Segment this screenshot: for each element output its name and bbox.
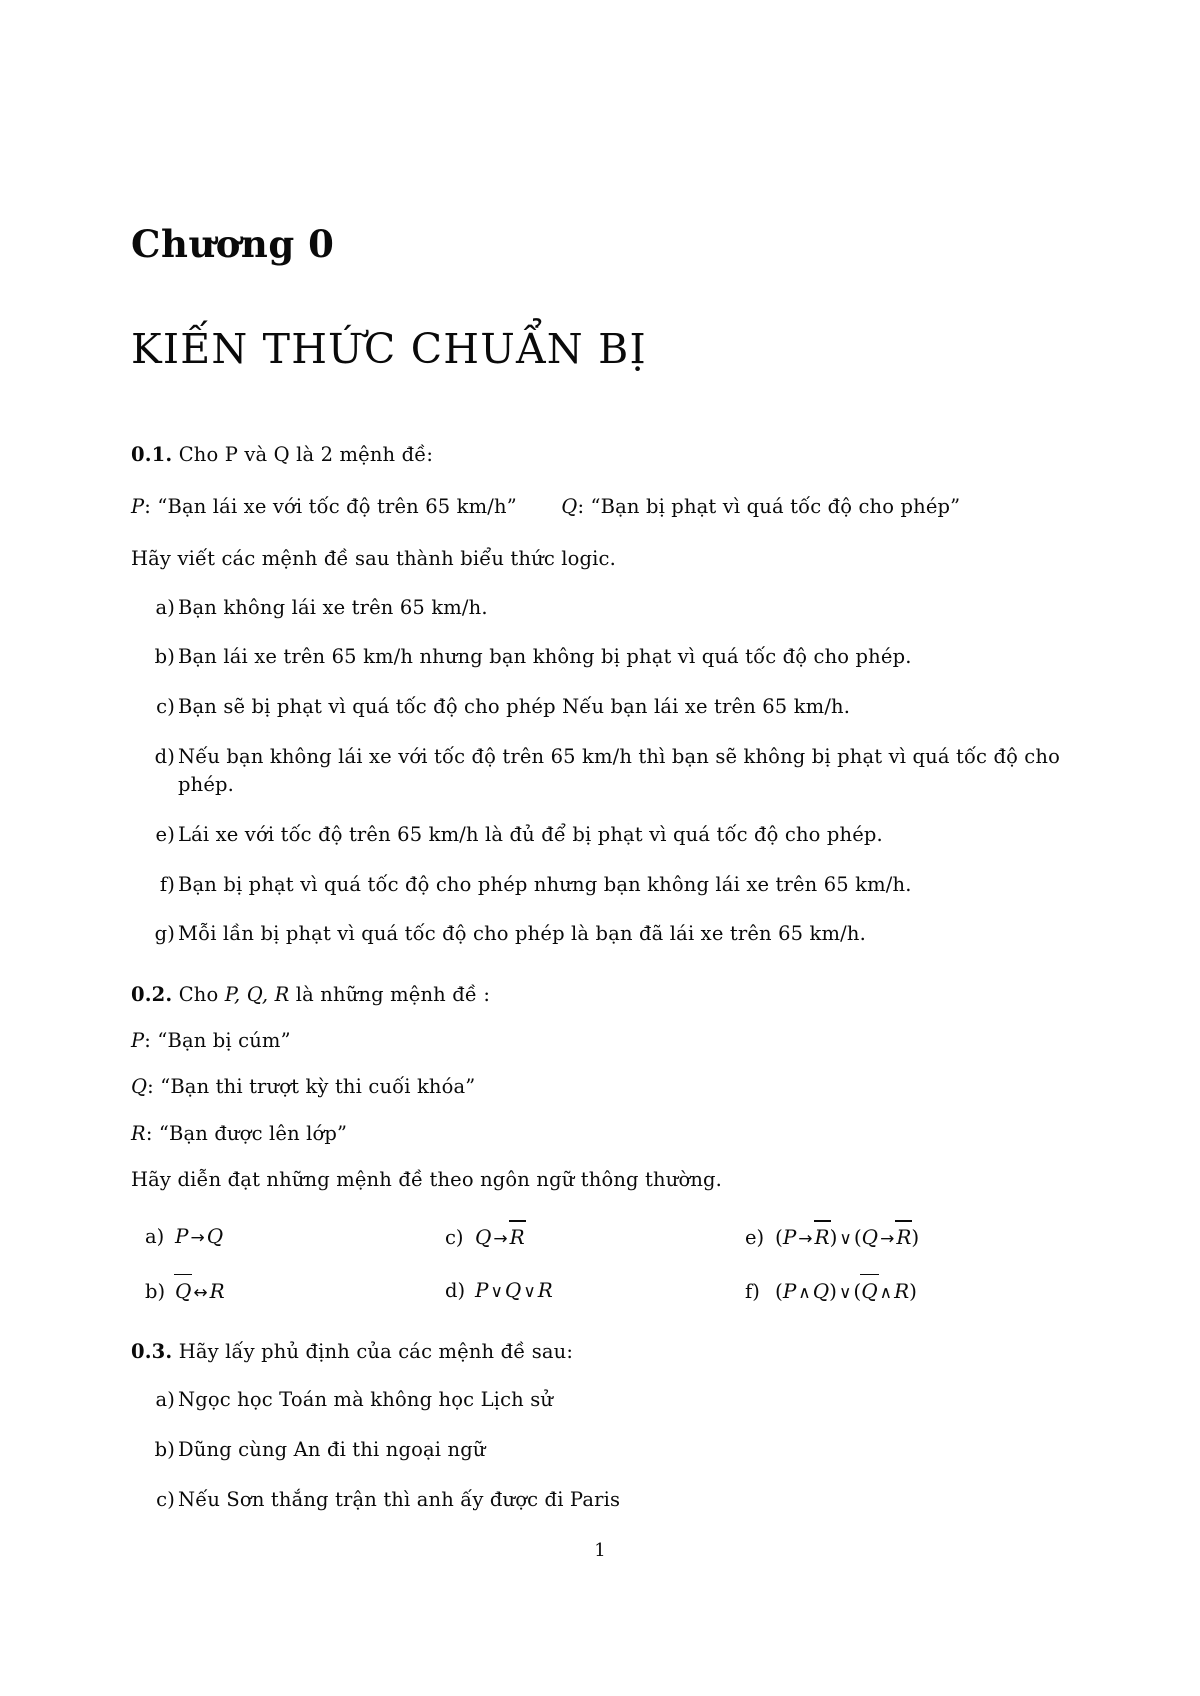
formula-cell-e	[745, 1221, 1071, 1253]
list-item	[131, 871, 1071, 900]
list-text: Bạn bị phạt vì quá tốc độ cho phép nhưng bạn không lái xe trên 65 km/h.	[178, 872, 912, 896]
exercise-0-1-definitions	[131, 492, 1071, 521]
list-item	[131, 1436, 1071, 1465]
list-item	[131, 1486, 1071, 1515]
list-text: Bạn không lái xe trên 65 km/h.	[178, 595, 488, 619]
exercise-0-1-stem	[131, 440, 1071, 469]
list-marker: d)	[154, 744, 175, 768]
list-item	[131, 920, 1071, 949]
formula-expression: Q → R	[475, 1225, 525, 1249]
formula-marker: d)	[445, 1278, 466, 1302]
spacer	[131, 1306, 1071, 1337]
list-marker: f)	[159, 872, 175, 896]
spacer	[131, 469, 1071, 492]
list-marker: b)	[154, 645, 175, 669]
list-marker: e)	[155, 822, 175, 846]
exercise-0-1-stem-text: Cho P và Q là 2 mệnh đề:	[178, 442, 434, 466]
spacer	[131, 1148, 1071, 1165]
list-item	[131, 743, 1071, 800]
exercise-0-2-instruction: Hãy diễn đạt những mệnh đề theo ngôn ngữ thông thường.	[131, 1167, 723, 1191]
list-text: Bạn lái xe trên 65 km/h nhưng bạn không bị phạt vì quá tốc độ cho phép.	[178, 645, 912, 669]
list-item	[131, 594, 1071, 623]
formula-grid	[131, 1221, 1071, 1306]
list-marker: a)	[155, 1388, 175, 1412]
proposition-text-r: : “Bạn được lên lớp”	[145, 1121, 348, 1145]
proposition-p-line	[131, 1026, 1071, 1055]
formula-marker: c)	[445, 1226, 464, 1250]
list-item	[131, 693, 1071, 722]
spacer	[131, 1009, 1071, 1026]
list-marker: c)	[156, 1487, 175, 1511]
exercise-0-3-stem-text: Hãy lấy phủ định của các mệnh đề sau:	[178, 1340, 574, 1364]
formula-expression: (P ∧ Q) ∨ (Q ∧ R)	[775, 1279, 917, 1303]
exercise-0-2-stem-suffix: là những mệnh đề :	[295, 982, 491, 1006]
formula-cell-a	[145, 1221, 445, 1253]
proposition-text-p: : “Bạn lái xe với tốc độ trên 65 km/h”	[144, 495, 517, 519]
exercise-0-3-list	[131, 1386, 1071, 1514]
proposition-symbol-p: P	[131, 1029, 145, 1053]
exercise-0-3-stem	[131, 1337, 1071, 1366]
formula-marker: b)	[145, 1279, 166, 1303]
proposition-q-line	[131, 1072, 1071, 1101]
list-item	[131, 821, 1071, 850]
formula-expression: P ∨ Q ∨ R	[475, 1277, 553, 1302]
formula-expression: P → Q	[175, 1224, 224, 1249]
proposition-symbol-q: Q	[131, 1075, 148, 1099]
chapter-title: KIẾN THỨC CHUẨN BỊ	[131, 324, 647, 373]
list-text: Dũng cùng An đi thi ngoại ngữ	[178, 1438, 486, 1462]
page-number: 1	[594, 1540, 606, 1561]
list-text: Bạn sẽ bị phạt vì quá tốc độ cho phép Nếu bạn lái xe trên 65 km/h.	[178, 695, 851, 718]
spacer	[131, 521, 1071, 544]
spacer	[131, 372, 1071, 440]
exercise-0-2-stem-prefix: Cho	[178, 982, 219, 1006]
proposition-r-line	[131, 1119, 1071, 1148]
proposition-text-q: : “Bạn thi trượt kỳ thi cuối khóa”	[147, 1075, 476, 1099]
list-item	[131, 1386, 1071, 1415]
exercise-0-2-stem	[131, 980, 1071, 1009]
exercise-0-1	[131, 440, 1071, 949]
chapter-label: Chương 0	[131, 222, 335, 266]
list-text: Nếu bạn không lái xe với tốc độ trên 65 km/h thì bạn sẽ không bị phạt vì quá tốc độ cho phép.	[178, 744, 1060, 797]
formula-expression: Q ↔ R	[175, 1279, 225, 1303]
exercise-0-1-number: 0.1.	[131, 442, 173, 466]
spacer	[131, 1055, 1071, 1072]
list-item	[131, 643, 1071, 672]
list-marker: b)	[154, 1438, 175, 1462]
exercise-0-2	[131, 980, 1071, 1306]
formula-marker: a)	[145, 1225, 165, 1249]
formula-cell-c	[445, 1221, 745, 1253]
list-text: Nếu Sơn thắng trận thì anh ấy được đi Paris	[178, 1487, 621, 1511]
list-marker: g)	[154, 922, 175, 946]
formula-marker: e)	[745, 1226, 765, 1250]
proposition-text-q: : “Bạn bị phạt vì quá tốc độ cho phép”	[577, 495, 961, 519]
exercise-0-2-number: 0.2.	[131, 982, 173, 1006]
exercise-0-1-list	[131, 594, 1071, 949]
exercise-0-3	[131, 1337, 1071, 1514]
list-marker: a)	[155, 595, 175, 619]
proposition-text-p: : “Bạn bị cúm”	[144, 1029, 291, 1053]
list-text: Mỗi lần bị phạt vì quá tốc độ cho phép là bạn đã lái xe trên 65 km/h.	[178, 922, 866, 946]
formula-cell-f	[745, 1275, 1071, 1307]
spacer	[131, 1102, 1071, 1119]
proposition-symbol-p: P	[131, 495, 145, 519]
page-content	[131, 222, 1071, 1514]
proposition-symbol-q: Q	[561, 495, 578, 519]
formula-marker: f)	[745, 1279, 760, 1303]
exercise-0-3-number: 0.3.	[131, 1340, 173, 1364]
spacer	[131, 949, 1071, 980]
list-text: Ngọc học Toán mà không học Lịch sử	[178, 1388, 554, 1412]
list-text: Lái xe với tốc độ trên 65 km/h là đủ để bị phạt vì quá tốc độ cho phép.	[178, 822, 883, 846]
formula-cell-b	[145, 1275, 445, 1307]
list-marker: c)	[156, 695, 175, 718]
proposition-symbol-r: R	[131, 1121, 146, 1145]
exercise-0-1-instruction: Hãy viết các mệnh đề sau thành biểu thức logic.	[131, 547, 616, 571]
formula-expression: (P → R) ∨ (Q → R)	[775, 1225, 919, 1249]
formula-cell-d	[445, 1275, 745, 1307]
exercise-0-2-stem-vars: P, Q, R	[224, 982, 290, 1006]
